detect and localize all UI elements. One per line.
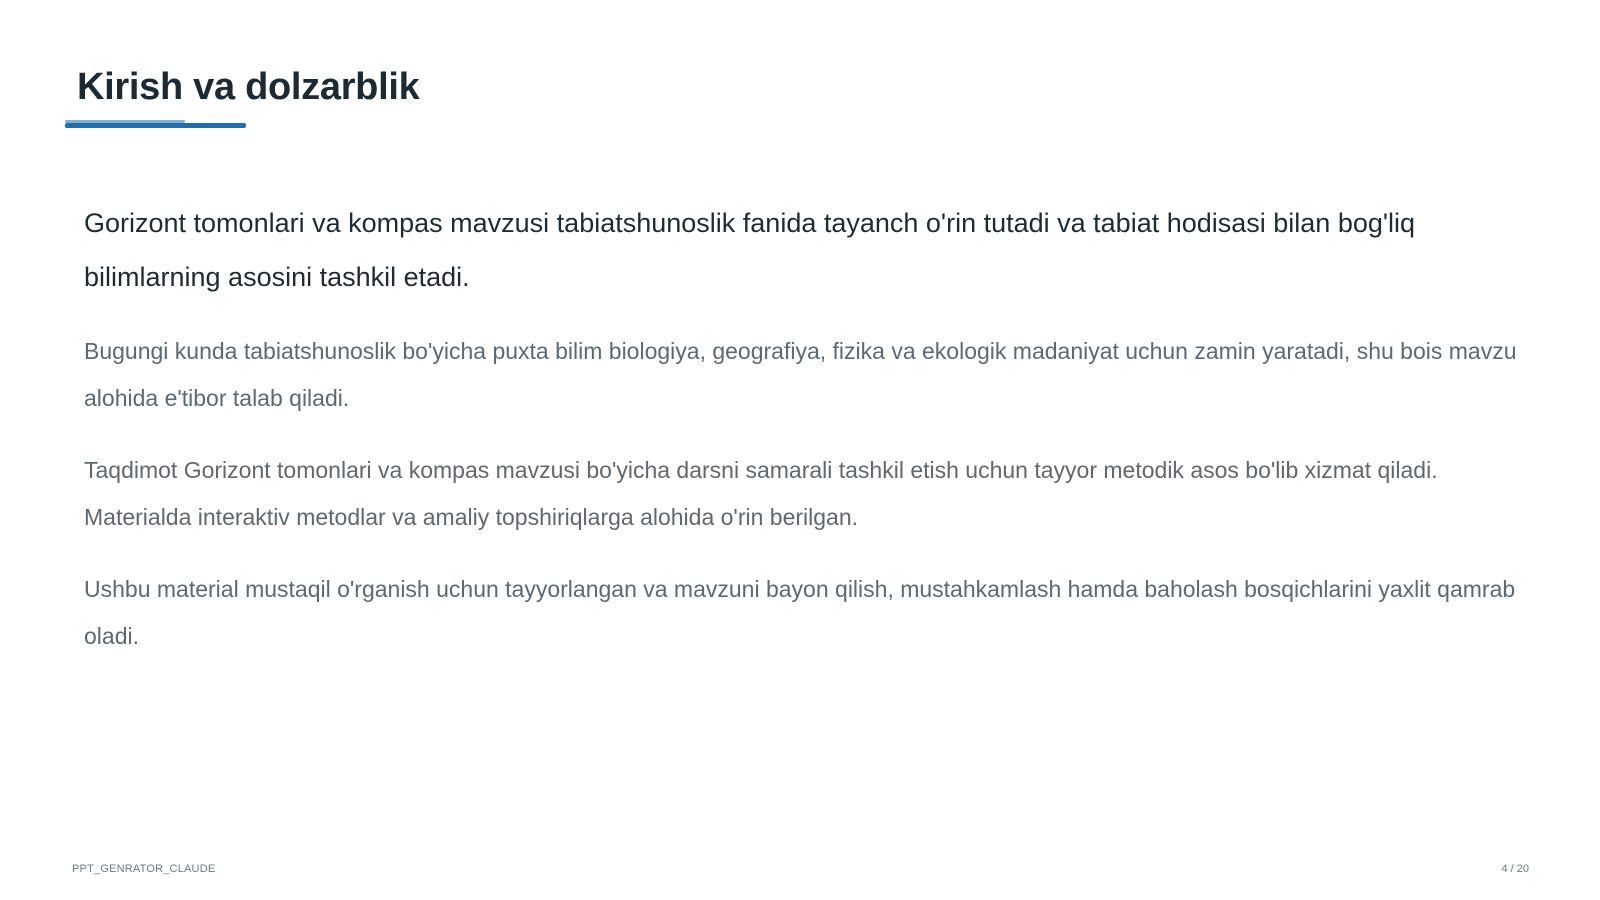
page-number: 4 / 20 bbox=[1501, 863, 1529, 875]
title-underline bbox=[65, 123, 246, 128]
body-paragraph-2: Taqdimot Gorizont tomonlari va kompas mavzusi bo'yicha darsni samarali tashkil etish uchun tayyor metodik asos bo'lib xizmat qiladi. Materialda interaktiv metodlar va amaliy topshiriqlarga alohida o'rin berilgan. bbox=[84, 457, 1438, 530]
lead-paragraph: Gorizont tomonlari va kompas mavzusi tabiatshunoslik fanida tayanch o'rin tutadi va tabiat hodisasi bilan bog'liq bilimlarning asosini tashkil etadi. bbox=[84, 208, 1416, 292]
body-paragraph-1: Bugungi kunda tabiatshunoslik bo'yicha puxta bilim biologiya, geografiya, fizika va ekologik madaniyat uchun zamin yaratadi, shu bois mavzu alohida e'tibor talab qiladi. bbox=[84, 338, 1517, 411]
body-paragraph-3: Ushbu material mustaqil o'rganish uchun tayyorlangan va mavzuni bayon qilish, mustahkamlash hamda baholash bosqichlarini yaxlit qamrab oladi. bbox=[84, 576, 1516, 649]
slide-title: Kirish va dolzarblik bbox=[77, 66, 420, 108]
slide-content bbox=[84, 196, 1524, 685]
footer-brand: PPT_GENRATOR_CLAUDE bbox=[72, 863, 216, 875]
